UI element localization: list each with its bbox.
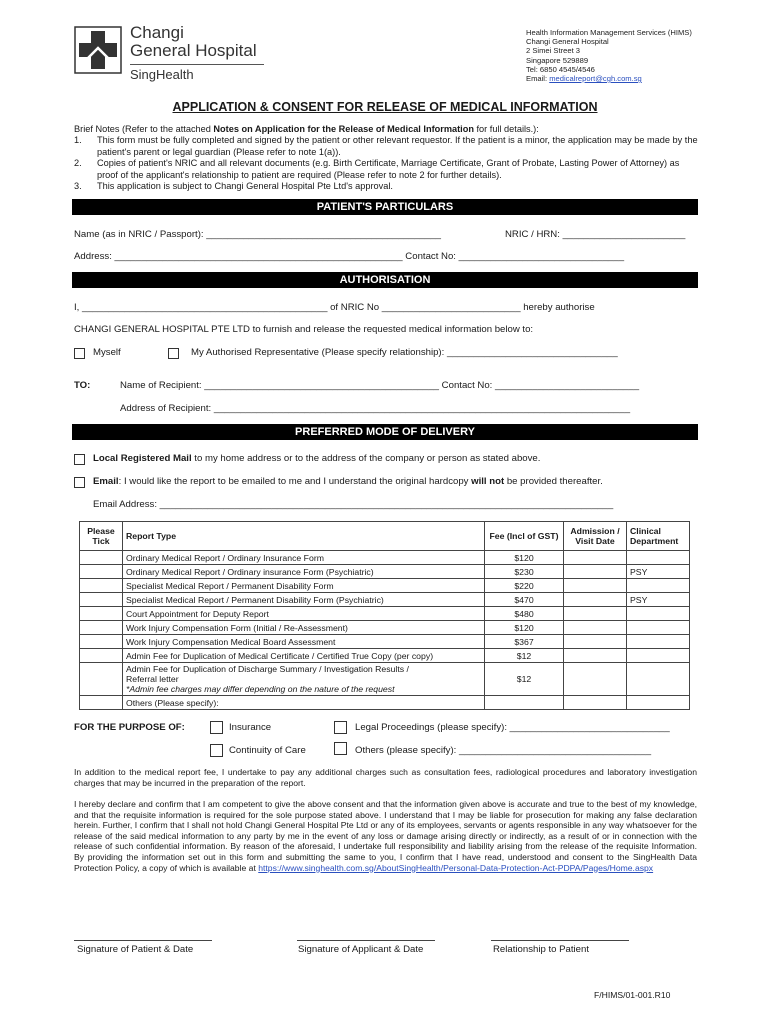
note-number: 3. bbox=[74, 181, 82, 192]
delivery-heading: PREFERRED MODE OF DELIVERY bbox=[72, 424, 698, 440]
changi-cross-icon bbox=[74, 26, 122, 74]
mail-option bbox=[93, 453, 540, 464]
notes-intro-c: for full details.): bbox=[473, 124, 539, 134]
address-line: 2 Simei Street 3 bbox=[526, 46, 581, 56]
insurance-label: Insurance bbox=[229, 722, 272, 733]
notes-intro-b: Notes on Application for the Release of Medical Information bbox=[213, 124, 474, 134]
email-option-rest: : I would like the report to be emailed to me and I understand the original hardcopy bbox=[118, 476, 472, 487]
continuity-checkbox[interactable] bbox=[210, 744, 223, 757]
signature-line bbox=[74, 940, 212, 941]
table-row bbox=[80, 635, 690, 649]
patient-particulars-heading: PATIENT'S PARTICULARS bbox=[72, 199, 698, 215]
to-label: TO: bbox=[74, 380, 91, 391]
note-number: 1. bbox=[74, 135, 82, 146]
dept-cell[interactable] bbox=[627, 696, 690, 710]
legal-checkbox[interactable] bbox=[334, 721, 347, 734]
fee-cell: $12 bbox=[485, 649, 564, 663]
report-type-cell: Specialist Medical Report / Permanent Disability Form bbox=[123, 579, 485, 593]
recipient-address-field[interactable]: Address of Recipient: ______________________________________________________________________________ bbox=[120, 403, 631, 414]
multi-note: *Admin fee charges may differ depending on the nature of the request bbox=[126, 684, 395, 694]
email-option bbox=[93, 476, 603, 487]
dept-cell[interactable] bbox=[627, 551, 690, 565]
address-line: Singapore 529889 bbox=[526, 55, 589, 65]
header-admission-date: Admission / Visit Date bbox=[564, 522, 627, 551]
date-cell[interactable] bbox=[564, 635, 627, 649]
table-row bbox=[80, 579, 690, 593]
signature-line bbox=[491, 940, 629, 941]
date-cell[interactable] bbox=[564, 696, 627, 710]
hospital-address bbox=[526, 28, 692, 83]
others-checkbox[interactable] bbox=[334, 742, 347, 755]
logo-divider bbox=[130, 64, 264, 65]
fee-cell bbox=[485, 696, 564, 710]
declaration-text: I hereby declare and confirm that I am competent to give the above consent and that the information given above is accurate and true to the best of my knowledge, and that the requisite information is required for the sole purpose stated above. I understand that I may be liable for prosecution for making any false declaration herein. Further, I confirm that I shall not hold Changi General Hospital Pte Ltd or any of its employees, servants or agents responsible in any way whatsoever for the release of the said medical information to any party by me in the event of any loss or damage arising directly or indirectly, as a result of or in connection with the release of such confidential information. By reason of the aforesaid, I undertake full responsibility and liability arising from the release of the requisite Information. By providing the information set out in this form and submitting the same to you, I confirm that I have read, understood and consent to the SingHealth Data Protection Policy, a copy of which is available at bbox=[74, 799, 697, 873]
relationship-label: Relationship to Patient bbox=[493, 944, 589, 955]
date-cell[interactable] bbox=[564, 565, 627, 579]
email-link[interactable]: medicalreport@cgh.com.sg bbox=[549, 74, 642, 84]
report-type-table bbox=[79, 521, 690, 710]
myself-checkbox[interactable] bbox=[74, 348, 85, 359]
fee-cell: $120 bbox=[485, 551, 564, 565]
notes-intro bbox=[74, 124, 699, 135]
date-cell[interactable] bbox=[564, 593, 627, 607]
note-text: This form must be fully completed and signed by the patient or other relevant requestor. If the patient is a minor, the application may be made by the patient's parent or legal guardian (Please refer to note 1(a)). bbox=[97, 135, 698, 157]
multi-line2: Referral letter bbox=[126, 674, 179, 684]
report-type-cell: Work Injury Compensation Form (Initial / Re-Assessment) bbox=[123, 621, 485, 635]
tick-cell[interactable] bbox=[80, 635, 123, 649]
note-number: 2. bbox=[74, 158, 82, 169]
report-type-cell: Ordinary Medical Report / Ordinary Insurance Form bbox=[123, 551, 485, 565]
mail-option-bold: Local Registered Mail bbox=[93, 453, 192, 464]
dept-cell[interactable] bbox=[627, 621, 690, 635]
fee-cell: $220 bbox=[485, 579, 564, 593]
dept-cell[interactable]: PSY bbox=[627, 565, 690, 579]
insurance-checkbox[interactable] bbox=[210, 721, 223, 734]
logo-line2: General Hospital bbox=[130, 41, 257, 60]
report-type-cell: Ordinary Medical Report / Ordinary insurance Form (Psychiatric) bbox=[123, 565, 485, 579]
note-item bbox=[74, 181, 699, 192]
dept-cell[interactable]: PSY bbox=[627, 593, 690, 607]
fee-cell: $120 bbox=[485, 621, 564, 635]
header-report-type: Report Type bbox=[123, 522, 485, 551]
tick-cell[interactable] bbox=[80, 593, 123, 607]
email-option-bold: Email bbox=[93, 476, 119, 487]
table-row bbox=[80, 649, 690, 663]
address-line: Tel: 6850 4545/4546 bbox=[526, 64, 595, 74]
table-row bbox=[80, 696, 690, 710]
mail-checkbox[interactable] bbox=[74, 454, 85, 465]
report-type-cell[interactable]: Others (Please specify): bbox=[123, 696, 485, 710]
header-please-tick: Please Tick bbox=[80, 522, 123, 551]
note-item bbox=[74, 158, 699, 181]
additional-charges-paragraph: In addition to the medical report fee, I undertake to pay any additional charges such as consultation fees, radiological procedures and laboratory investigation charges that may be incurred in the preparation of the report. bbox=[74, 767, 697, 788]
address-email-line bbox=[526, 74, 692, 83]
email-option-rest2: be provided thereafter. bbox=[504, 476, 603, 487]
dept-cell[interactable] bbox=[627, 579, 690, 593]
report-type-cell: Specialist Medical Report / Permanent Disability Form (Psychiatric) bbox=[123, 593, 485, 607]
legal-field[interactable]: Legal Proceedings (please specify): ______________________________ bbox=[355, 722, 670, 733]
fee-cell: $470 bbox=[485, 593, 564, 607]
table-header-row bbox=[80, 522, 690, 551]
date-cell[interactable] bbox=[564, 649, 627, 663]
declaration-paragraph bbox=[74, 799, 697, 873]
logo-line1: Changi bbox=[130, 23, 184, 42]
representative-field[interactable]: My Authorised Representative (Please specify relationship): ________________________________ bbox=[191, 347, 618, 358]
others-field[interactable]: Others (please specify): ____________________________________ bbox=[355, 745, 652, 756]
header-fee: Fee (Incl of GST) bbox=[485, 522, 564, 551]
hospital-logo bbox=[74, 24, 264, 80]
note-text: This application is subject to Changi General Hospital Pte Ltd's approval. bbox=[97, 181, 393, 192]
form-code: F/HIMS/01-001.R10 bbox=[594, 990, 671, 1000]
dept-cell[interactable] bbox=[627, 663, 690, 696]
notes-intro-a: Brief Notes (Refer to the attached bbox=[74, 124, 214, 134]
signature-line bbox=[297, 940, 435, 941]
date-cell[interactable] bbox=[564, 551, 627, 565]
recipient-field[interactable]: Name of Recipient: ____________________________________________ Contact No: ___________________________ bbox=[120, 380, 640, 391]
form-title: APPLICATION & CONSENT FOR RELEASE OF MEDICAL INFORMATION bbox=[172, 100, 598, 114]
date-cell[interactable] bbox=[564, 621, 627, 635]
representative-checkbox[interactable] bbox=[168, 348, 179, 359]
tick-cell[interactable] bbox=[80, 649, 123, 663]
tick-cell[interactable] bbox=[80, 579, 123, 593]
address-line: Health Information Management Services (HIMS) bbox=[526, 28, 692, 37]
address-line: Changi General Hospital bbox=[526, 37, 609, 47]
address-field[interactable]: Address: ______________________________________________________ Contact No: _______________________________ bbox=[74, 251, 625, 262]
report-type-cell: Court Appointment for Deputy Report bbox=[123, 607, 485, 621]
pdpa-link[interactable]: https://www.singhealth.com.sg/AboutSingHealth/Personal-Data-Protection-Act-PDPA/Pages/Home.aspx bbox=[258, 862, 654, 873]
tick-cell[interactable] bbox=[80, 607, 123, 621]
date-cell[interactable] bbox=[564, 607, 627, 621]
authorise-statement: CHANGI GENERAL HOSPITAL PTE LTD to furnish and release the requested medical information below to: bbox=[74, 324, 534, 335]
table-row bbox=[80, 621, 690, 635]
brief-notes bbox=[74, 124, 699, 192]
name-field[interactable]: Name (as in NRIC / Passport): ____________________________________________ bbox=[74, 229, 441, 240]
dept-cell[interactable] bbox=[627, 635, 690, 649]
report-type-cell: Work Injury Compensation Medical Board Assessment bbox=[123, 635, 485, 649]
header-clinical-dept: Clinical Department bbox=[627, 522, 690, 551]
fee-cell: $367 bbox=[485, 635, 564, 649]
authorisation-heading: AUTHORISATION bbox=[72, 272, 698, 288]
date-cell[interactable] bbox=[564, 663, 627, 696]
authorise-line[interactable]: I, ______________________________________________ of NRIC No __________________________ hereby authorise bbox=[74, 302, 595, 313]
report-type-cell bbox=[123, 663, 485, 696]
fee-cell: $480 bbox=[485, 607, 564, 621]
tick-cell[interactable] bbox=[80, 565, 123, 579]
date-cell[interactable] bbox=[564, 579, 627, 593]
multi-line1: Admin Fee for Duplication of Discharge Summary / Investigation Results / bbox=[126, 664, 409, 674]
email-checkbox[interactable] bbox=[74, 477, 85, 488]
table-row bbox=[80, 565, 690, 579]
dept-cell[interactable] bbox=[627, 649, 690, 663]
email-prefix: Email: bbox=[526, 74, 550, 84]
tick-cell[interactable] bbox=[80, 696, 123, 710]
fee-cell: $230 bbox=[485, 565, 564, 579]
nric-field[interactable]: NRIC / HRN: _______________________ bbox=[505, 229, 686, 240]
table-row bbox=[80, 551, 690, 565]
tick-cell[interactable] bbox=[80, 663, 123, 696]
tick-cell[interactable] bbox=[80, 621, 123, 635]
mail-option-rest: to my home address or to the address of the company or person as stated above. bbox=[191, 453, 541, 464]
report-type-cell: Admin Fee for Duplication of Medical Certificate / Certified True Copy (per copy) bbox=[123, 649, 485, 663]
table-row bbox=[80, 663, 690, 696]
patient-signature-label: Signature of Patient & Date bbox=[77, 944, 194, 955]
purpose-label: FOR THE PURPOSE OF: bbox=[74, 722, 185, 733]
email-address-field[interactable]: Email Address: _____________________________________________________________________________________ bbox=[93, 499, 614, 510]
dept-cell[interactable] bbox=[627, 607, 690, 621]
applicant-signature-label: Signature of Applicant & Date bbox=[298, 944, 424, 955]
myself-label: Myself bbox=[93, 347, 121, 358]
tick-cell[interactable] bbox=[80, 551, 123, 565]
note-text: Copies of patient's NRIC and all relevant documents (e.g. Birth Certificate, Marriage Certificate, Grant of Probate, Lasting Power of Attorney) as proof of the applicant's relationship to patient are required (Please refer to note 2 for further details). bbox=[97, 158, 680, 180]
email-option-bold2: will not bbox=[471, 476, 505, 487]
note-item bbox=[74, 135, 699, 158]
continuity-label: Continuity of Care bbox=[229, 745, 306, 756]
table-row bbox=[80, 593, 690, 607]
fee-cell: $12 bbox=[485, 663, 564, 696]
logo-line3: SingHealth bbox=[130, 67, 194, 82]
table-row bbox=[80, 607, 690, 621]
